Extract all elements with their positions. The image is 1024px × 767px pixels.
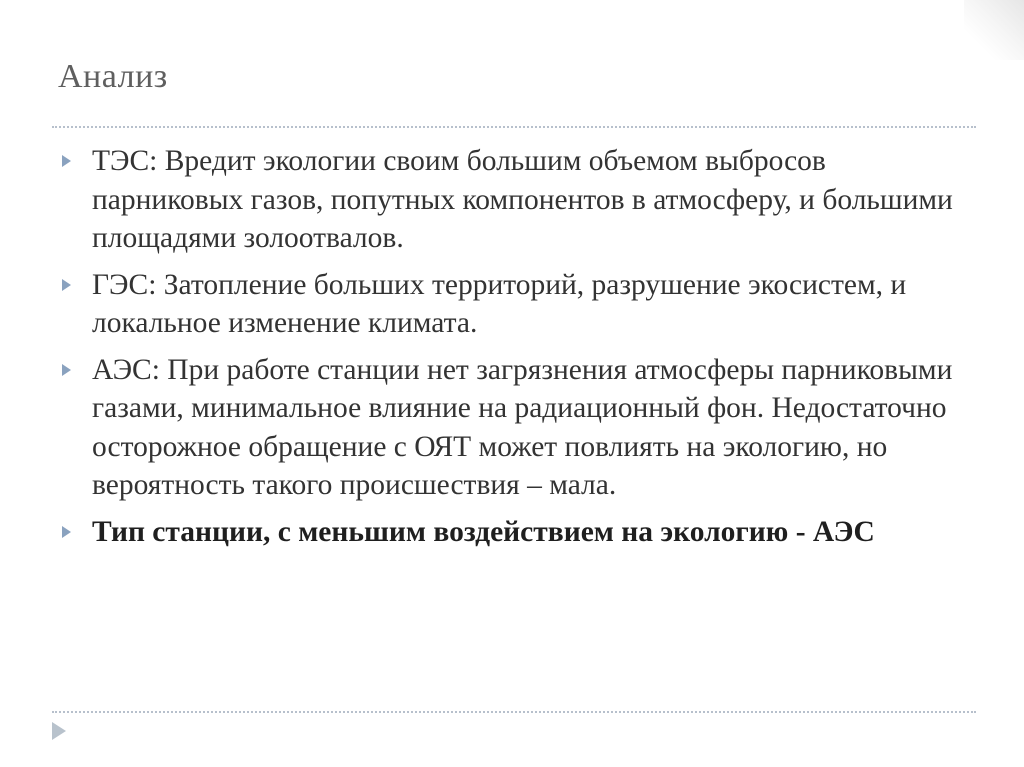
bullet-text: ТЭС: Вредит экологии своим большим объемом выбросов парниковых газов, попутных компонентов в атмосферу, и большими площадями золоотвалов. — [92, 145, 953, 254]
bullet-item-tes — [62, 142, 962, 258]
bullet-text: Тип станции, с меньшим воздействием на экологию - АЭС — [92, 515, 875, 548]
bullet-item-conclusion — [62, 513, 962, 552]
bullet-text: ГЭС: Затопление больших территорий, разрушение экосистем, и локальное изменение климата. — [92, 268, 907, 339]
triangle-bullet-icon — [62, 155, 71, 167]
bullet-item-ges — [62, 266, 962, 343]
top-divider — [52, 126, 976, 128]
bullet-text: АЭС: При работе станции нет загрязнения атмосферы парниковыми газами, минимальное влияние на радиационный фон. Недостаточно осторожное обращение с ОЯТ может повлиять на экологию, но вероятность такого происшествия – мала. — [92, 353, 953, 501]
triangle-bullet-icon — [62, 364, 71, 376]
triangle-bullet-icon — [62, 526, 71, 538]
bullet-item-aes — [62, 351, 962, 505]
next-slide-arrow-icon[interactable] — [52, 722, 66, 740]
slide-title: Анализ — [58, 58, 168, 95]
corner-shade — [964, 0, 1024, 60]
bottom-divider — [52, 711, 976, 713]
bullet-list — [62, 142, 962, 559]
triangle-bullet-icon — [62, 279, 71, 291]
